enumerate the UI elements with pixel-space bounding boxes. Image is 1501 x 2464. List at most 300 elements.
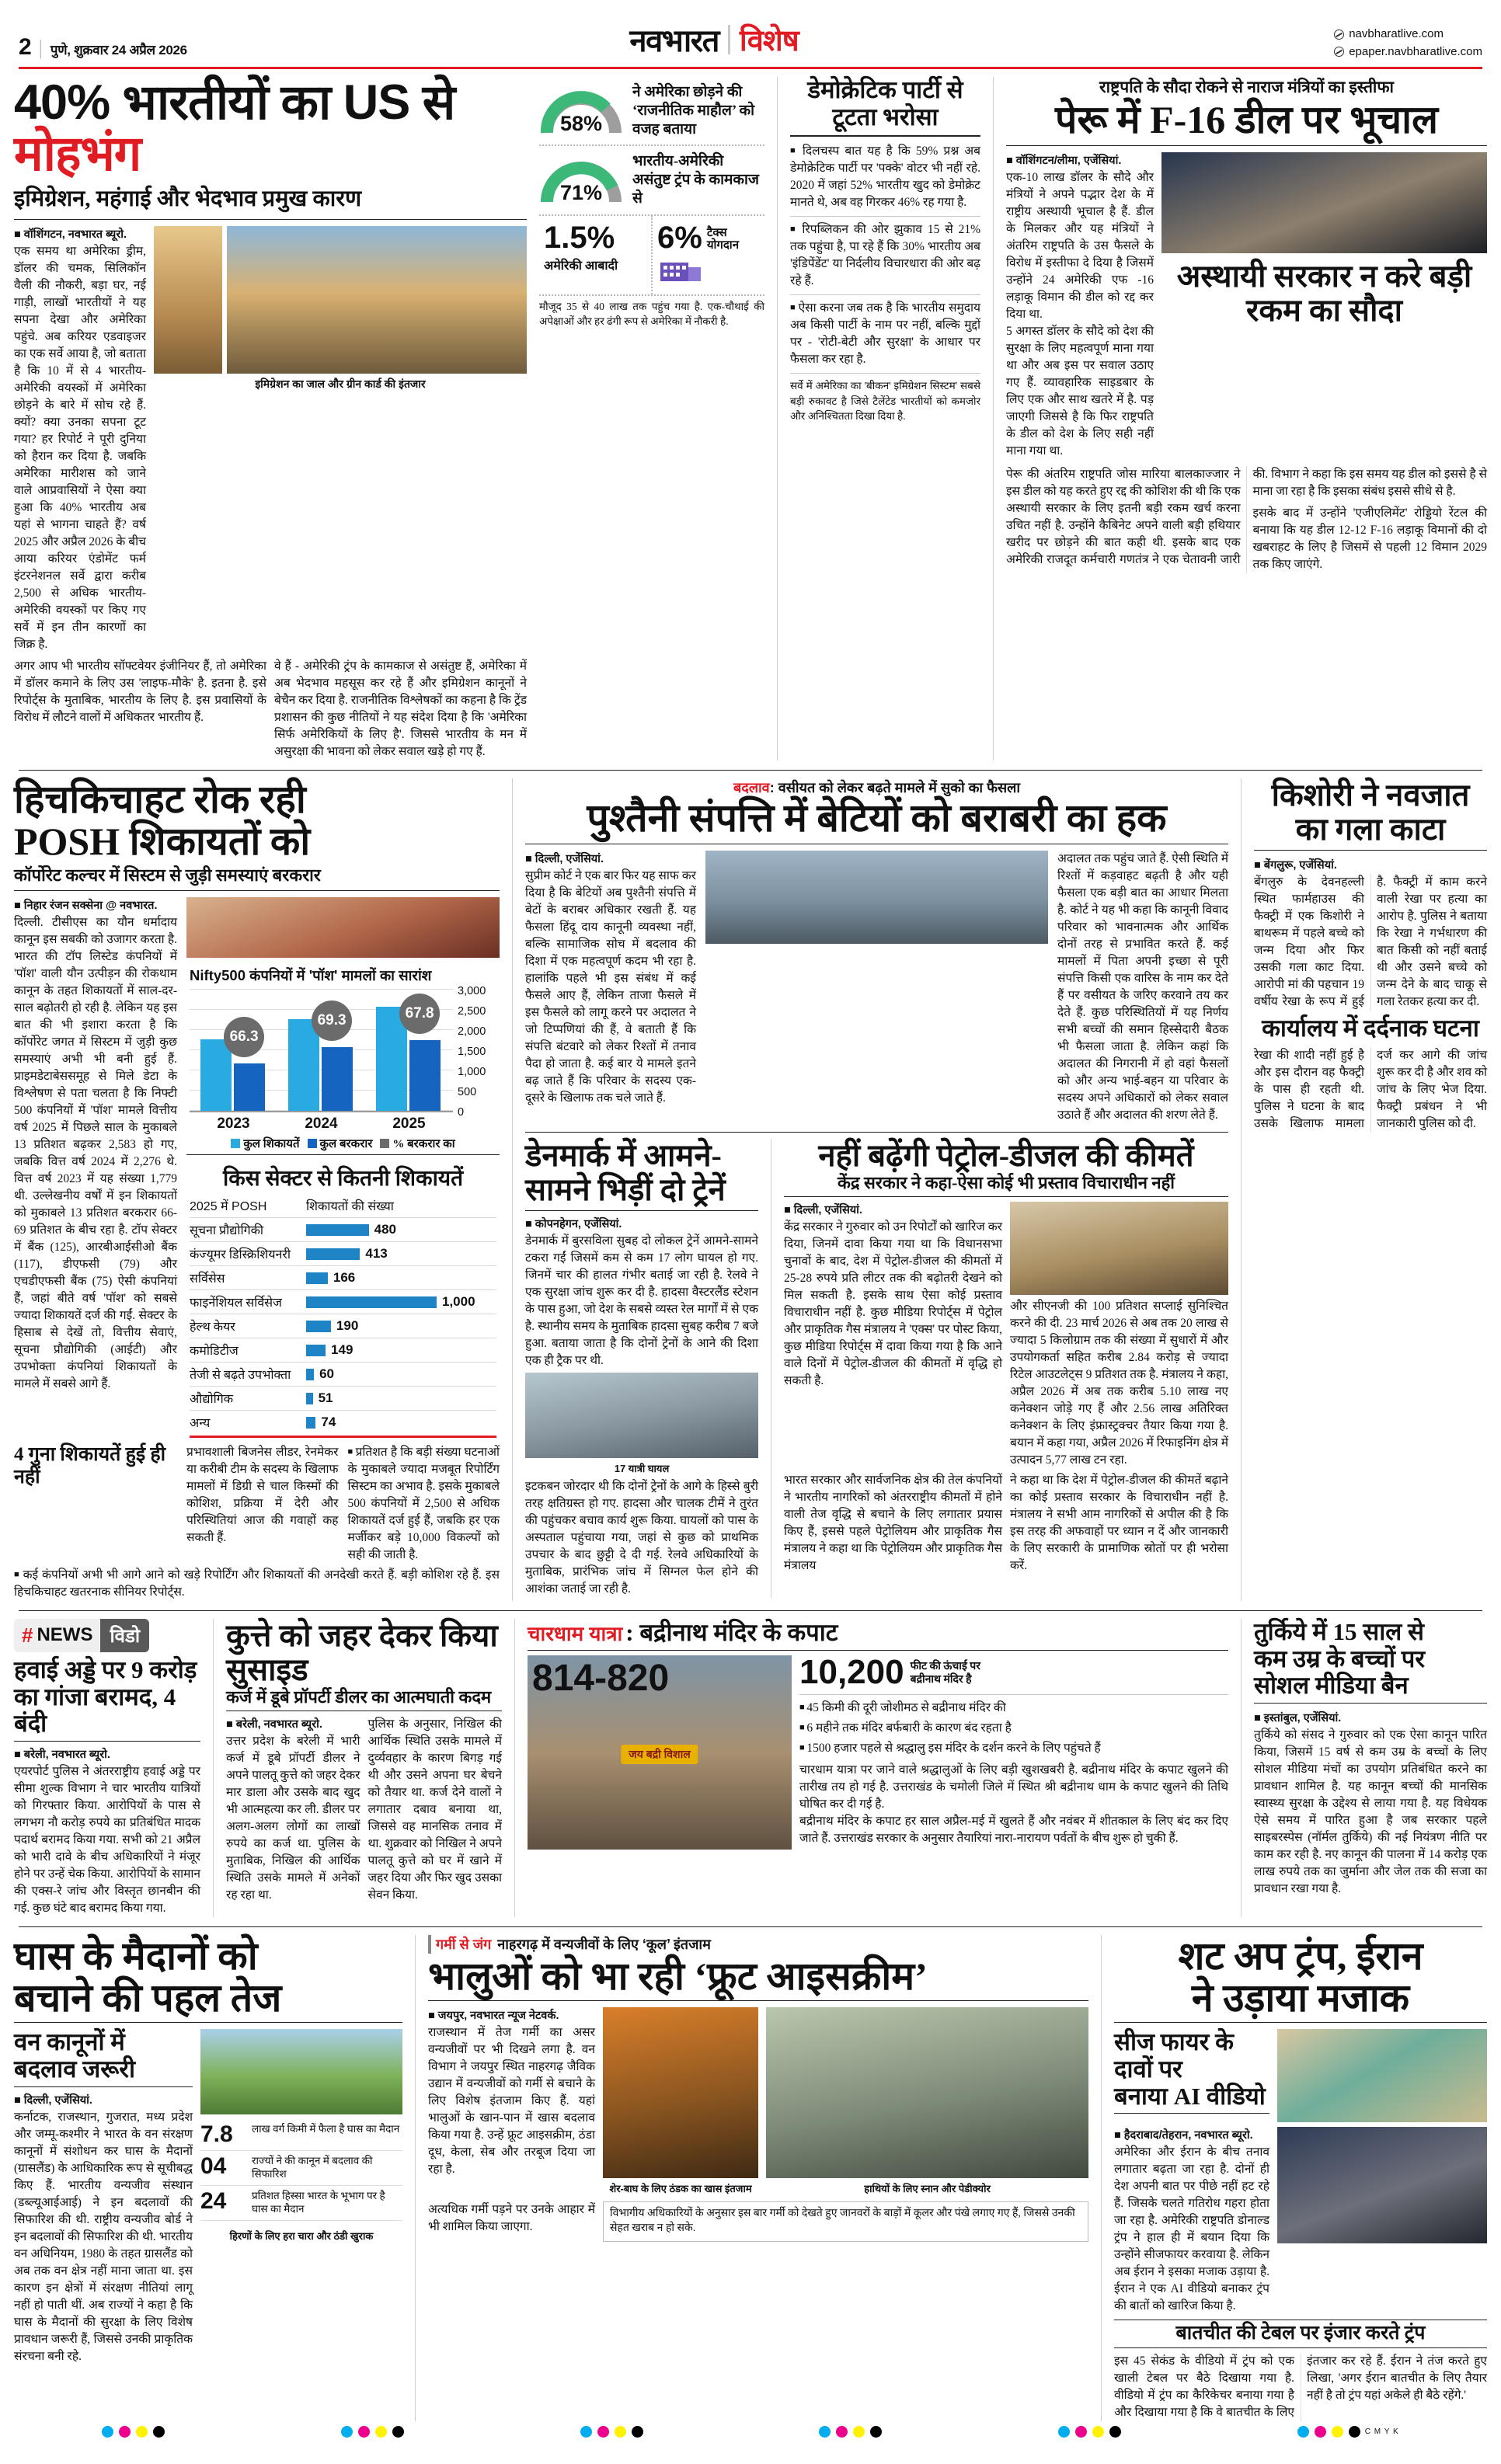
gauge-71-value: 71% (559, 180, 603, 204)
turkey-story (1254, 1619, 1487, 1917)
bears-kicker-rest: नाहरगढ़ में वन्यजीवों के लिए ‘कूल’ इंतजाम (497, 1937, 711, 1953)
lead-headline-accent: मोहभंग (14, 127, 141, 182)
website-epaper[interactable]: epaper.navbharatlive.com (1349, 44, 1482, 58)
sector-value: 51 (318, 1390, 333, 1406)
chardham-stat-label: फीट की ऊंचाई पर बद्रीनाथ मंदिर है (910, 1660, 980, 1686)
denmark-content (525, 1216, 758, 1369)
chart-ytick: 2,000 (458, 1025, 486, 1039)
sector-bar (306, 1296, 437, 1308)
sector-label: अन्य (190, 1417, 211, 1431)
supreme-court-photo (705, 851, 1048, 944)
chart-xtick: 2024 (305, 1115, 338, 1133)
sector-label: फाइनेंशियल सर्विसेज (190, 1296, 282, 1310)
brand-name: नवभारत (629, 24, 719, 58)
iran-photo-col (1277, 2127, 1487, 2315)
sector-label: सर्विसेस (190, 1272, 225, 1286)
posh-chart-1-plot (190, 991, 453, 1112)
chardham-body-1: चारधाम यात्रा पर जाने वाले श्रद्धालुओं के लिए बड़ी खुशखबरी है. बद्रीनाथ मंदिर के कपाट खुलने की तारीख तय हो गई है. उत्तराखंड के चमोली जिले में स्थित श्री बद्रीनाथ धाम के कपाट खुलने की तिथि घोषित कर दी गई है. (799, 1763, 1228, 1811)
sector-row (190, 1289, 496, 1314)
registration-dot (341, 2426, 353, 2438)
chardham-kicker (528, 1619, 1228, 1647)
grassland-stat-text: प्रतिशत हिस्सा भारत के भूभाग पर है घास का मैदान (252, 2189, 385, 2215)
news-video-headline-l1: हवाई अड्डे पर 9 करोड़ (14, 1655, 197, 1683)
sector-bar-wrap (306, 1222, 496, 1237)
chart-ytick: 3,000 (458, 985, 486, 998)
bears-story (428, 1935, 1088, 2421)
dots-group-6 (1297, 2426, 1399, 2438)
sector-label: सूचना प्रौद्योगिकी (190, 1224, 264, 1238)
news-video-body: एयरपोर्ट पुलिस ने अंतरराष्ट्रीय हवाई अड्डे पर सीमा शुल्क विभाग ने चार भारतीय यात्रियों को गिरफ्तार किया. आरोपियों के पास से लगभग नौ करोड़ रुपये का प्रतिबंधित मादक पदार्थ बरामद किया गया. सभी को 21 अप्रैल को भारी दावे के बीच अधिकारियों ने मंजूर होने पर उन्हें चेक किया. आरोपियों के सामान की एक्स-रे जांच और विस्तृत छानबीन की गई. कुछ घंटे बाद बरामद किया गया. (14, 1765, 200, 1916)
democrat-divider-2 (790, 294, 980, 295)
lead-col2 (154, 226, 527, 653)
property-body-2: अदालत तक पहुंच जाते हैं. ऐसी स्थिति में रिश्तों में कड़वाहट बढ़ती है और यही फैसला एक बड़ी बात का आधार मिलता है. कोर्ट ने यह भी कहा कि कानूनी विवाद परिवार को भावनात्मक और आर्थिक दोनों तरह से प्रभावित करते हैं. कई मामलों में पिता अपनी इच्छा से पूरी संपत्ति किसी एक वारिस के नाम कर देते हैं पर वसीयत के जरिए करवाने तय कर देते हैं. कुछ परिस्थितियों में यह निर्णय सभी बच्चों की समान हिस्सेदारी बैठक भी फैसला जाता है. लेकिन कहां कि अदालत की निगरानी में हो वहां फैसलों को और अन्य भाई-बहन या परिवार के सदस्य अपने अधिकारों को लेकर सवाल उठाते हैं और अदालत की शरण लेते हैं. (1057, 852, 1228, 1122)
bears-lower (428, 2201, 1088, 2242)
sector-row (190, 1314, 496, 1338)
petrol-col1 (784, 1202, 1002, 1469)
grassland-col2 (200, 2029, 402, 2365)
grassland-photo (200, 2029, 402, 2114)
iran-subhead-l2: बनाया AI वीडियो (1114, 2083, 1269, 2114)
posh-body-1: दिल्ली. टीसीएस का यौन धर्मादाय कानून इस सबकी को उजागर करता है. भारत की टॉप लिस्टेड कंपनियों में 'पॉश' वाली यौन उत्पीड़न की रोकथाम कानून के तहत शिकायतों में साल-दर-साल बढ़ोतरी हो रही है. लेकिन यह इस बात की भी इशारा करता है कि कॉर्पोरेट जगत में सिस्टम में जुड़ी कुछ समस्याएं अभी भी बनी हुई हैं. प्राइमडेटाबेससमूह से मिले डेटा के विश्लेषण से पता चलता है कि निफ्टी 500 कंपनियों में 'पॉश' मामले वित्तीय वर्ष 2025 में पिछले साल के मुकाबले 13 प्रतिशत बढ़कर 2,583 हो गए, जबकि वित्त वर्ष 2024 में 2,276 थे. वित्त वर्ष 2023 में यह संख्या 1,779 थी. उल्लेखनीय वर्षों में इन शिकायतों को मुकाबले 13 प्रतिशत बरकरार 66-69 प्रतिशत के बीच रहा है. टॉप सेक्टर में बैंक (125), आरबीआईसीओ बैंक (117), डीएफसी (79) और एचडीएफसी बैंक (75) ऐसी कंपनियां हैं, जहां बीते वर्ष 'पॉश' को सबसे ज्यादा शिकायतें दर्ज की गईं. सेक्टर के हिसाब से देखें तो, वित्तीय सेवाएं, सूचना प्रौद्योगिकी (आईटी) और उपभोक्ता कंपनियां शिकायतों के मामले में सबसे आगे हैं. (14, 916, 177, 1391)
denmark-dateline: ■ कोपनहेगन, एजेंसियां. (525, 1218, 622, 1231)
posh-body-2: प्रभावशाली बिजनेस लीडर, रेनमेकर या करीबी टीम के सदस्य के खिलाफ मामलों में डिग्री से चाल किस्मों की कोशिश, प्रक्रिया में देरी और परिस्थितियां आज की गवाहों कह सकती हैं. (186, 1445, 339, 1544)
chart-legend-item: % बरकरार का (380, 1136, 454, 1151)
bears-content (428, 2007, 1088, 2198)
petrol-pump-photo (1010, 1202, 1228, 1295)
chardham-photo-wrap (528, 1655, 792, 1850)
infographic-footnote: मौजूद 35 से 40 लाख तक पहुंच गया है. एक-चौथाई की अपेक्षाओं और हर ढंगी रूप से अमेरिका में नौकरी है. (539, 300, 764, 327)
posh-chart-1-title: Nifty500 कंपनियों में 'पॉश' मामलों का सारांश (190, 967, 432, 984)
sector-bar (306, 1345, 326, 1356)
section-divider-2 (19, 1610, 1482, 1611)
peru-subhead-l1: अस्थायी सरकार न करे बड़ी रकम का सौदा (1176, 259, 1472, 329)
denmark-col1 (525, 1216, 758, 1369)
iran-col2 (1277, 2029, 1487, 2122)
infographic-divider-3 (539, 294, 764, 296)
chart-ytick: 500 (458, 1086, 477, 1099)
posh-office-photo (186, 897, 500, 958)
infographic-stats (539, 216, 764, 294)
dog-suicide-subhead: कर्ज में डूबे प्रॉपर्टी डीलर का आत्मघाती कदम (226, 1687, 502, 1711)
dog-suicide-story (226, 1619, 502, 1917)
denmark-petrol-section (525, 1139, 1228, 1598)
posh-chart-2-title: किस सेक्टर से कितनी शिकायतें (222, 1167, 464, 1192)
chart-legend-item: कुल शिकायतें (231, 1136, 299, 1151)
girl-news-subhead: कार्यालय में दर्दनाक घटना (1262, 1014, 1479, 1042)
registration-dot (819, 2426, 831, 2438)
petrol-body-2: और सीएनजी की 100 प्रतिशत सप्लाई सुनिश्चित करने की दी. 23 मार्च 2026 से अब तक 20 लाख से ज्यादा 5 किलोग्राम तक की संख्या में सुधारों में और उपयोगकर्ता सहित करीब 2.84 करोड़ से ज्यादा रिटेल आउटलेट्स 9 प्रतिशत तक है. मंत्रालय ने कहा, अप्रैल 2026 में अब तक करीब 5.10 लाख नए कनेक्शन जोड़े गए हैं और 2.56 लाख अतिरिक्त कनेक्शन के लिए इंफ्रास्ट्रक्चर तैयार किया गया है. बयान में कहा गया, अप्रैल 2026 में रिफाइनिंग क्षेत्र में उत्पादन 5,77 लाख टन रहा. (1010, 1300, 1228, 1467)
posh-body-4: ■ कई कंपनियों अभी भी आगे आने को खड़े रिपोर्टिंग और शिकायतों की अनदेखी करते हैं. बड़ी कोशिश रहे हैं. इस हिचकिचाहट खतरनाक सीनियर रिपोर्ट्स. (14, 1567, 500, 1601)
iran-body-col (1114, 2127, 1269, 2315)
stat-tax (653, 216, 764, 294)
posh-chart-1 (186, 958, 500, 1153)
bears-col1 (428, 2007, 595, 2198)
posh-lower-col2 (186, 1444, 500, 1564)
grassland-headline-l2: बचाने की पहल तेज (14, 1977, 402, 2023)
stat-population-label: अमेरिकी आबादी (544, 259, 618, 273)
grassland-stat-item (200, 2151, 402, 2186)
posh-chart-col (186, 897, 500, 1438)
posh-subhead: कॉर्पोरेट कल्चर में सिस्टम से जुड़ी समस्याएं बरकरार (14, 865, 500, 891)
bears-caption-2: हाथियों के लिए स्नान और पेडीक्योर (864, 2183, 991, 2195)
sector-value: 190 (336, 1318, 359, 1334)
democrat-bullet-2: ■ ऐसा करना जब तक है कि भारतीय समुदाय अब किसी पार्टी के नाम पर नहीं, बल्कि मुद्दों पर - 'रोटी-बेटी और सुरक्षा' के आधार पर फैसला कर रहा है. (790, 300, 980, 368)
masthead-rule-red (19, 67, 1482, 69)
posh-chart-2-col2-header: शिकायतों की संख्या (306, 1200, 394, 1214)
sector-bar (306, 1272, 328, 1284)
chardham-kicker-rest: : बद्रीनाथ मंदिर के कपाट (625, 1618, 838, 1646)
iran-subhead-l1: सीज फायर के दावों पर (1114, 2028, 1234, 2083)
bears-headline-quote: ‘फ्रूट आइसक्रीम’ (694, 1954, 928, 1999)
news-video-headline-l2: का गांजा बरामद, 4 बंदी (14, 1684, 200, 1742)
denmark-body-1: डेनमार्क में बुरसविला सुबह दो लोकल ट्रेनें आमने-सामने टकरा गईं जिसमें कम से कम 17 लोग घायल हो गए. जिनमें चार की हालत गंभीर बताई जा रही है. रेलवे ने एक सुरक्षा जांच शुरू कर दी है. हादसा वैस्टरलैंड स्टेशन के पास हुआ, जो देश के सबसे व्यस्त रेल मार्गों में से एक है. स्थानीय समय के मुताबिक हादसा सुबह करीब 7 बजे हुआ. बताया जाता है कि दोनों ट्रेनों के आने की दिशा एक ही ट्रैक पर थी. (525, 1234, 758, 1368)
turkey-headline-l1: तुर्किये में 15 साल से (1254, 1617, 1424, 1645)
chardham-body-2: बद्रीनाथ मंदिर के कपाट हर साल अप्रैल-मई में खुलते हैं और नवंबर में शीतकाल के लिए बंद कर दिए जाते हैं. उत्तराखंड सरकार के अनुसार तैयारियां नारा-नारायण पर्वतों के बीच शुरू हो चुकी हैं. (799, 1814, 1228, 1845)
grassland-subhead-l1: वन कानूनों में (14, 2028, 125, 2056)
posh-lower-col1 (14, 1444, 177, 1564)
registration-dot (1058, 2426, 1070, 2438)
petrol-dateline: ■ दिल्ली, एजेंसियां. (784, 1204, 862, 1217)
grassland-headline-l1: घास के मैदानों को (14, 1934, 258, 1979)
legend-swatch (231, 1139, 240, 1148)
registration-dot (1332, 2426, 1343, 2438)
chart-pct-bubble: 69.3 (312, 1001, 352, 1041)
dog-suicide-col1 (226, 1716, 360, 1904)
bears-body-1: राजस्थान में तेज गर्मी का असर वन्यजीवों पर भी दिखने लगा है. वन विभाग ने जयपुर स्थित नाहरगढ़ जैविक उद्यान में वन्यजीवों को गर्मी से बचाने के लिए विशेष इंतजाम किए हैं. यहां भालुओं के खान-पान में खास बदलाव किया गया है. उन्हें फ्रूट आइसक्रीम, ठंडा दूध, केला, सेब और तरबूज दिया जा रहा है. (428, 2026, 595, 2177)
badrinath-temple-photo (528, 1655, 792, 1850)
website-main[interactable]: navbharatlive.com (1349, 27, 1444, 40)
footer-registration-marks (14, 2421, 1487, 2438)
brand-suffix: विशेष (739, 24, 799, 57)
peru-body-3: पेरू की अंतरिम राष्ट्रपति जोस मारिया बालकाज्जार ने इस डील को यह करते हुए रद्द की कोशिश की थी कि एक अस्थायी सरकार के लिए इतनी बड़ी रकम खर्च करना उचित नहीं है. उन्होंने कैबिनेट अपने वाली बड़ी हथियार खरीद पर छोड़ने की बात कही थी. इसके बाद एक अमेरिकी राजदूत कर्मचारी गणतंत्र ने एक चेतावनी जारी की. विभाग ने कहा कि इस समय यह डील को इससे है से माना जा रहा है कि इसका संबंध इससे सीधे से है. (1006, 468, 1487, 567)
chart-ytick: 1,000 (458, 1066, 486, 1079)
property-col2 (705, 851, 1048, 1124)
peru-body-2: 5 अगस्त डॉलर के सौदे को देश की सुरक्षा के लिए महत्वपूर्ण माना गया था और अब इस पर सवाल उठाए गए हैं. व्यावहारिक साइडबार के लिए एक और साथ खतरे में है. पड़ जाएगी जिससे है कि फिर राष्ट्रपति के डील को देश के लिए सही नहीं माना गया था. (1006, 325, 1154, 458)
news-video-badge[interactable] (14, 1619, 149, 1652)
registration-dot (1075, 2426, 1087, 2438)
chart-divider (186, 1154, 500, 1155)
registration-dot (119, 2426, 131, 2438)
lead-photo-caption: इमिग्रेशन का जाल और ग्रीन कार्ड की इंतजार (154, 374, 527, 395)
petrol-body-1: केंद्र सरकार ने गुरुवार को उन रिपोर्टों को खारिज कर दिया, जिनमें दावा किया गया था कि विधानसभा चुनावों के बाद, देश में पेट्रोल-डीजल की कीमतों में 25-28 रुपये प्रति लीटर तक की बढ़ोतरी देखने को मिल सकती है. इसके साथ ऐसा कोई प्रस्ताव विचाराधीन नहीं है. कुछ मीडिया रिपोर्ट्स में पेट्रोल और प्राकृतिक गैस मंत्रालय ने 'एक्स' पर पोस्ट किया, कुछ मीडिया रिपोर्ट्स में दावा किया गया है कि आने वाले दिनों में पेट्रोल-डीजल की कीमतों में वृद्धि हो सकती है. (784, 1220, 1002, 1388)
iran-story (1114, 1935, 1487, 2421)
petrol-col2 (1010, 1202, 1228, 1469)
peru-leaders-photo (1161, 152, 1487, 253)
sector-value: 74 (321, 1415, 336, 1430)
sector-value: 413 (365, 1246, 388, 1262)
registration-dot (102, 2426, 113, 2438)
chardham-bullet-1: ■ 6 महीने तक मंदिर बर्फबारी के कारण बंद रहता है (799, 1720, 1228, 1737)
dog-suicide-content (226, 1716, 502, 1904)
registration-dot (632, 2426, 643, 2438)
registration-dot (1109, 2426, 1121, 2438)
registration-dot (853, 2426, 865, 2438)
iran-headline-l2: ने उड़ाया मजाक (1114, 1977, 1487, 2023)
property-col3 (1057, 851, 1228, 1124)
petrol-story (784, 1139, 1228, 1598)
lead-story (14, 77, 527, 760)
lead-col1 (14, 226, 154, 653)
chart-bar (200, 1039, 232, 1112)
page-number: 2 (19, 34, 31, 60)
video-badge[interactable]: विडो (100, 1619, 149, 1652)
denmark-headline-l1: डेनमार्क में आमने- (525, 1138, 722, 1174)
democrat-divider-1 (790, 216, 980, 217)
chardham-bullet-0: ■ 45 किमी की दूरी जोशीमठ से बद्रीनाथ मंदिर की (799, 1700, 1228, 1717)
peru-content (1006, 152, 1487, 460)
website-epaper-row[interactable] (1334, 44, 1482, 61)
peru-dateline: ■ वॉशिंगटन/लीमा, एजेंसियां. (1006, 155, 1122, 168)
sector-label: हेल्थ केयर (190, 1321, 235, 1335)
grassland-body: कर्नाटक, राजस्थान, गुजरात, मध्य प्रदेश और जम्मू-कश्मीर ने भारत के वन संरक्षण कानूनों में संशोधन कर घास के मैदानों (ग्रासलैंड) के आधिकारिक रूप से सूचीबद्ध किए हैं. भारतीय वन्यजीव संस्थान (डब्ल्यूआईआई) ने इन बदलावों की सिफारिश की थी. राष्ट्रीय वन्यजीव बोर्ड ने इन बदलावों की सिफारिश की थी. भारतीय वन अधिनियम, 1980 के तहत ग्रासलैंड को अब तक वन क्षेत्र नहीं माना जाता था. इस कारण इन क्षेत्रों में संरक्षण नीतियां लागू नहीं हो पाती थीं. अब राज्यों ने कहा है कि घास के मैदानों की सुरक्षा के लिए विशेष प्रावधान जरूरी हैं, जिससे उनकी प्राकृतिक संरचना बनी रहे. (14, 2110, 193, 2363)
sector-value: 60 (319, 1366, 334, 1382)
chardham-stat (799, 1652, 1228, 1691)
gauge-58-text: ने अमेरिका छोड़ने की ‘राजनीतिक माहौल’ को वजह बताया (632, 84, 755, 137)
turkey-headline-l2: कम उम्र के बच्चों पर (1254, 1644, 1426, 1672)
sector-row (190, 1338, 496, 1362)
sector-bar (306, 1393, 313, 1404)
lead-headline (14, 75, 527, 182)
bottom-section (14, 1935, 1487, 2421)
bears-col3 (766, 2007, 1088, 2198)
sector-row (190, 1217, 496, 1241)
posh-chart-2-baseline (190, 1436, 496, 1438)
turkey-headline-l3: सोशल मीडिया बैन (1254, 1672, 1487, 1704)
second-section (14, 778, 1487, 1601)
stat-tax-label: टैक्स योगदान (706, 226, 740, 252)
petrol-lower (784, 1472, 1228, 1575)
sector-row (190, 1265, 496, 1289)
iran-dateline: ■ हैदराबाद/तेहरान, नवभारत ब्यूरो. (1114, 2129, 1253, 2142)
trump-table-photo (1277, 2127, 1487, 2243)
posh-chart-2-rows (190, 1217, 496, 1434)
legend-swatch (308, 1139, 317, 1148)
sector-value: 166 (333, 1270, 356, 1286)
sector-row (190, 1410, 496, 1434)
dots-group-5 (1058, 2426, 1121, 2438)
girl-news-body: बेंगलुरु के देवनहल्ली स्थित फार्महाउस की फैक्ट्री में एक किशोरी ने बाथरूम में पहले बच्चे को जन्म दिया और फिर उसकी गला काट दिया. आरोपी मां की पहचान 19 वर्षीय रेखा के रूप में हुई है. फैक्ट्री में काम करने वाली रेखा पर हत्या का आरोप है. पुलिस ने बताया कि रेखा ने गर्भधारण की बात किसी को नहीं बताई थी और उसने बच्चे को जन्म देने के बाद चाकू से गला रेतकर हत्या कर दी. (1254, 875, 1487, 1009)
posh-col1 (14, 897, 177, 1438)
iran-lower (1114, 2127, 1487, 2315)
posh-chart-1-yaxis (453, 985, 496, 1119)
chardham-stat-number: 10,200 (799, 1652, 904, 1691)
peru-eyebrow: राष्ट्रपति के सौदा रोकने से नाराज मंत्रियों का इस्तीफा (1099, 78, 1394, 96)
chart-pct-bubble: 66.3 (224, 1017, 264, 1057)
chart-bar (409, 1040, 441, 1111)
bear-photo (603, 2007, 758, 2178)
sector-bar-wrap (306, 1318, 496, 1334)
temple-banner-label: जय बद्री विशाल (621, 1745, 698, 1764)
dog-suicide-dateline: ■ बरेली, नवभारत ब्यूरो. (226, 1718, 322, 1731)
sector-value: 480 (374, 1222, 396, 1237)
sector-row (190, 1241, 496, 1265)
website-main-row[interactable] (1334, 26, 1482, 44)
peru-story (1006, 77, 1487, 760)
sector-label: कमोडिटीज (190, 1345, 239, 1359)
peru-body-rest (1006, 466, 1487, 573)
petrol-body-3: भारत सरकार और सार्वजनिक क्षेत्र की तेल कंपनियों ने भारतीय नागरिकों को अंतरराष्ट्रीय कीमतों में होने वाली तेज वृद्धि से बचाने के लिए लगातार प्रयास किए हैं, इससे पहले पेट्रोलियम और प्राकृतिक गैस मंत्रालय ने कहा था कि पेट्रोलियम और प्राकृतिक गैस मंत्रालय (784, 1474, 1002, 1573)
girl-news-headline-l2: का गला काटा (1254, 813, 1487, 851)
turkey-body: तुर्किये को संसद ने गुरुवार को एक ऐसा कानून पारित किया, जिसमें 15 वर्ष से कम उम्र के बच्चों के लिए सोशल मीडिया मंचों का उपयोग प्रतिबंधित करने का प्रावधान शामिल है. यह कानून बच्चों की मानसिक स्वास्थ्य सुरक्षा के उद्देश्य से लाया गया है. यह विधेयक ऐसे समय में पारित हुआ है जब सरकार पहले साइबरस्पेस (नॉर्मल तुर्किये) की नई नियंत्रण नीति पर काम कर रही है. नए कानून की पालना में 14 करोड़ एक लाख रुपये तक का जुर्माना और जेल तक की सजा का प्रावधान रखा गया है. (1254, 1728, 1487, 1896)
iran-headline-l1: शट अप ट्रंप, ईरान (1178, 1934, 1423, 1979)
bears-col2 (603, 2007, 758, 2198)
chart-xtick: 2023 (217, 1115, 250, 1133)
registration-dot (836, 2426, 848, 2438)
grassland-stat-text: लाख वर्ग किमी में फैला है घास का मैदान (252, 2123, 400, 2135)
stat-tax-row (657, 222, 760, 253)
chart-bar (234, 1063, 265, 1111)
bears-sidenote (603, 2201, 1088, 2242)
lead-content (14, 226, 527, 653)
sector-row (190, 1362, 496, 1386)
chart-gridline (190, 989, 453, 990)
news-video-story (14, 1619, 200, 1917)
registration-dot (153, 2426, 165, 2438)
sector-value: 1,000 (442, 1294, 475, 1310)
lead-photo-group (154, 226, 527, 374)
girl-news-dateline: ■ बेंगलुरू, एजेंसियां. (1254, 859, 1337, 872)
sector-value: 149 (331, 1342, 353, 1358)
girl-news-headline-l1: किशोरी ने नवजात (1271, 778, 1470, 813)
grassland-col1 (14, 2029, 193, 2365)
bears-headline-main: भालुओं को भा रही (428, 1954, 695, 1999)
sector-row (190, 1386, 496, 1410)
chardham-kicker-red: चारधाम यात्रा (528, 1621, 623, 1645)
third-section (14, 1619, 1487, 1917)
sector-bar-wrap (306, 1294, 496, 1310)
posh-headline-l1: हिचकिचाहट रोक रही (14, 778, 306, 822)
petrol-subhead: केंद्र सरकार ने कहा-ऐसा कोई भी प्रस्ताव विचाराधीन नहीं (784, 1173, 1228, 1197)
lead-headline-main: 40% भारतीयों का US से (14, 75, 455, 130)
mid-divider-1 (525, 1132, 1228, 1133)
dots-group-4 (819, 2426, 882, 2438)
sector-bar-wrap (306, 1270, 496, 1286)
globe-icon (1334, 47, 1344, 57)
bears-kicker-red: गर्मी से जंग (428, 1935, 491, 1954)
gauge-58 (539, 88, 623, 134)
sector-bar (306, 1417, 315, 1429)
democrat-bullet-0: ■ दिलचस्प बात यह है कि 59% प्रश्न अब डेमोक्रेटिक पार्टी पर 'पक्के' वोटर भी नहीं रहे. 2020 में जहां 52% भारतीय खुद को डेमोक्रेट मानते थे, अब वह गिरकर 46% रह गया है. (790, 143, 980, 211)
iran-body: अमेरिका और ईरान के बीच तनाव लगातार बढ़ता जा रहा है. दोनों ही देश अपनी बात पर पीछे नहीं हट रहे हैं. जिसके चलते गतिरोध गहरा होता जा रहा है. अमेरिकी राष्ट्रपति डोनाल्ड ट्रंप ने हाल ही में बयान दिया कि उन्होंने सीजफायर करवाया है. लेकिन अब ईरान ने इसका मजाक उड़ाया है. ईरान ने एक AI वीडियो बनाकर ट्रंप की बातों को खारिज किया है. (1114, 2146, 1269, 2313)
turkey-dateline: ■ इस्तांबुल, एजेंसियां. (1254, 1712, 1342, 1725)
stat-population (539, 216, 653, 294)
chardham-divider (528, 1650, 1228, 1651)
bears-kicker (428, 1935, 1088, 1954)
chardham-bullet-2: ■ 1500 हजार पहले से श्रद्धालु इस मंदिर के दर्शन करने के लिए पहुंचते हैं (799, 1740, 1228, 1757)
bears-divider (428, 2000, 1088, 2001)
property-col1 (525, 851, 696, 1124)
posh-chart-2-header (190, 1195, 496, 1217)
chart-bar (322, 1047, 353, 1111)
grassland-stat-number: 24 (200, 2187, 227, 2214)
posh-subhead-2: 4 गुना शिकायतें हुई ही नहीं (14, 1443, 166, 1488)
chardham-big-number: 814-820 (532, 1657, 670, 1699)
gauge-71 (539, 157, 623, 204)
sector-bar-wrap (306, 1390, 496, 1406)
peru-col2 (1161, 152, 1487, 460)
grassland-stat-item (200, 2186, 402, 2221)
denmark-story (525, 1139, 758, 1598)
lead-body-3: वे हैं - अमेरिकी ट्रंप के कामकाज से असंतुष्ट हैं, अमेरिका में अब भेदभाव महसूस कर रहे हैं और इमिग्रेशन कानूनों ने बेचैन कर दिया है. राजनीतिक विश्लेषकों का कहना है कि ट्रेंड प्रशासन की कुछ नीतियों ने यह संदेश दिया है कि 'अमेरिका सिर्फ अमेरिकियों के लिए है'. जिससे भारतीय के मन में असुरक्षा की भावना को लेकर सवाल खड़े हो गए हैं. (274, 660, 527, 759)
news-badge-left[interactable] (14, 1619, 100, 1652)
petrol-headline: नहीं बढ़ेंगी पेट्रोल-डीजल की कीमतें (818, 1138, 1194, 1174)
sector-label: तेजी से बढ़ते उपभोक्ता (190, 1369, 291, 1383)
sector-label: औद्योगिक (190, 1393, 234, 1407)
chardham-story (528, 1619, 1228, 1917)
registration-dot (358, 2426, 370, 2438)
girl-news-body-2: रेखा की शादी नहीं हुई है और इस दौरान वह फैक्ट्री के पास ही रहती थी. पुलिस ने घटना के बाद उसके खिलाफ मामला दर्ज कर आगे की जांच शुरू कर दी है और शव को जांच के लिए भेज दिया. फैक्ट्री प्रबंधन ने भी जानकारी पुलिस को दी. (1254, 1048, 1487, 1130)
property-headline: पुश्तैनी संपत्ति में बेटियों को बराबरी का हक (525, 797, 1228, 844)
denmark-caption: 17 यात्री घायल (614, 1463, 670, 1475)
sector-bar-wrap (306, 1366, 496, 1382)
bears-headline (428, 1955, 1088, 1997)
bears-body-2: अत्यधिक गर्मी पड़ने पर उनके आहार में भी शामिल किया जाएगा. (428, 2203, 595, 2234)
registration-dot (580, 2426, 592, 2438)
gauge-71-text: भारतीय-अमेरिकी असंतुष्ट ट्रंप के कामकाज से (632, 153, 759, 207)
lead-dateline: ■ वॉशिंगटन, नवभारत ब्यूरो. (14, 228, 127, 242)
statue-of-liberty-photo (154, 226, 222, 374)
sector-bar (306, 1369, 314, 1380)
mid-column-section (525, 778, 1228, 1601)
iran-footer-body: इस 45 सेकंड के वीडियो में ट्रंप को एक खाली टेबल पर बैठे दिखाया गया है. वीडियो में ट्रंप का कैरिकेचर बनाया गया है और दिखाया गया है कि वे बातचीत के लिए इंतजार कर रहे हैं. ईरान ने तंज करते हुए लिखा, 'अगर ईरान बातचीत के लिए तैयार नहीं है तो ट्रंप यहां अकेले ही बैठे रहेंगे.' (1114, 2354, 1487, 2419)
bears-sidenote-text: विभागीय अधिकारियों के अनुसार इस बार गर्मी को देखते हुए जानवरों के बाड़ों में कूलर और पंखे लगाए गए हैं, जिससे उनकी सेहत खराब न हो सके. (610, 2208, 1075, 2235)
democrat-footnote: सर्वे में अमेरिका का 'बीकन' इमिग्रेशन सिस्टम' सबसे बड़ी रुकावट है जिसे टैलेंटेड भारतीयों को कमजोर और अनिश्चितता दिखा दिया है. (790, 380, 980, 422)
denmark-body-2: इटकबन जोरदार थी कि दोनों ट्रेनों के आगे के हिस्से बुरी तरह क्षतिग्रस्त हो गए. हादसा और चालक टीमें ने तुरंत की पहुंचकर बचाव कार्य शुरू किया. घायलों को पास के अस्पताल पहुंचाया गया, जहां से कुछ को प्राथमिक उपचार के बाद छुट्टी दे दी गई. रेलवे अधिकारियों के मुताबिक, प्रारंभिक जांच में सिग्नल फेल होने की आशंका जताई जा रही है. (525, 1480, 758, 1596)
property-dateline: ■ दिल्ली, एजेंसियां. (525, 853, 604, 866)
registration-dot (1092, 2426, 1104, 2438)
sector-bar (306, 1321, 331, 1332)
posh-story (14, 778, 500, 1601)
section-divider-3 (19, 1926, 1482, 1927)
dots-group-1 (102, 2426, 165, 2438)
property-kicker-rest: : वसीयत को लेकर बढ़ते मामले में सुको का फैसला (769, 780, 1021, 796)
posh-chart-1-legend (190, 1133, 496, 1153)
masthead-left (19, 34, 187, 61)
grassland-dateline: ■ दिल्ली, एजेंसियां. (14, 2093, 92, 2107)
gauge-item-0 (539, 77, 764, 144)
hash-icon: # (22, 1623, 33, 1647)
petrol-content (784, 1202, 1228, 1469)
registration-dot (136, 2426, 148, 2438)
posh-headline-l2: POSH शिकायतों को (14, 820, 311, 864)
registration-dot (1349, 2426, 1360, 2438)
democrat-kicker-2: टूटता भरोसा (790, 104, 980, 137)
globe-icon (1334, 30, 1344, 40)
property-body-1: सुप्रीम कोर्ट ने एक बार फिर यह साफ कर दिया है कि बेटियों अब पुश्तैनी संपत्ति में बेटों के बराबर अधिकार रखती हैं. यह फैसला हिंदू दाय कानूनी व्यवस्था नहीं, बल्कि सामाजिक सोच में बदलाव की दिशा में एक महत्वपूर्ण कदम भी रहा है. हालांकि पहले भी इस संबंध में कई फैसले आए हैं, लेकिन ताजा फैसले में इस फैसले को लागू करने पर अदालत ने जो टिप्पणियां की हैं, वे बताती हैं कि संपत्ति बंटवारे को लेकर रिश्तों में तनाव पैदा हो जाता है. कई बार ये मामले इतने बढ़ जाते हैं कि परिवार के सदस्य एक-दूसरे के खिलाफ तक चले जाते हैं. (525, 869, 696, 1105)
registration-dot (870, 2426, 882, 2438)
news-video-dateline: ■ बरेली, नवभारत ब्यूरो. (14, 1749, 110, 1762)
posh-chart-2 (186, 1157, 500, 1438)
iran-col1 (1114, 2029, 1269, 2122)
posh-body-3: ■ प्रतिशत है कि बड़ी संख्या घटनाओं के मुकाबले ज्यादा मजबूत रिपोर्टिंग सिस्टम का अभाव है. इसके मुकाबले 500 कंपनियों में 2,500 से अधिक शिकायतें दर्ज हुई हैं, जबकि हर एक मर्जीकर बड़े 10,000 विकल्पों को सही की जाती है. (348, 1444, 500, 1564)
grassland-stat-number: 7.8 (200, 2121, 233, 2148)
sector-bar-wrap (306, 1415, 496, 1430)
lead-subhead: इमिग्रेशन, महंगाई और भेदभाव प्रमुख कारण (14, 186, 527, 220)
chardham-content (528, 1652, 1228, 1850)
property-content (525, 851, 1228, 1124)
sector-label: कंज्यूमर डिस्क्रिशियनरी (190, 1248, 291, 1262)
iran-caption: बातचीत की टेबल पर इंजार करते ट्रंप (1114, 2320, 1487, 2348)
sector-bar-wrap (306, 1342, 496, 1358)
registration-dot (1297, 2426, 1309, 2438)
gauge-58-value: 58% (559, 111, 603, 135)
chart-pct-bubble: 67.8 (399, 994, 440, 1034)
grassland-content (14, 2029, 402, 2365)
masthead (14, 0, 1487, 61)
chart-bar (288, 1019, 319, 1111)
registration-dot (375, 2426, 387, 2438)
grassland-stat-item (200, 2119, 402, 2151)
